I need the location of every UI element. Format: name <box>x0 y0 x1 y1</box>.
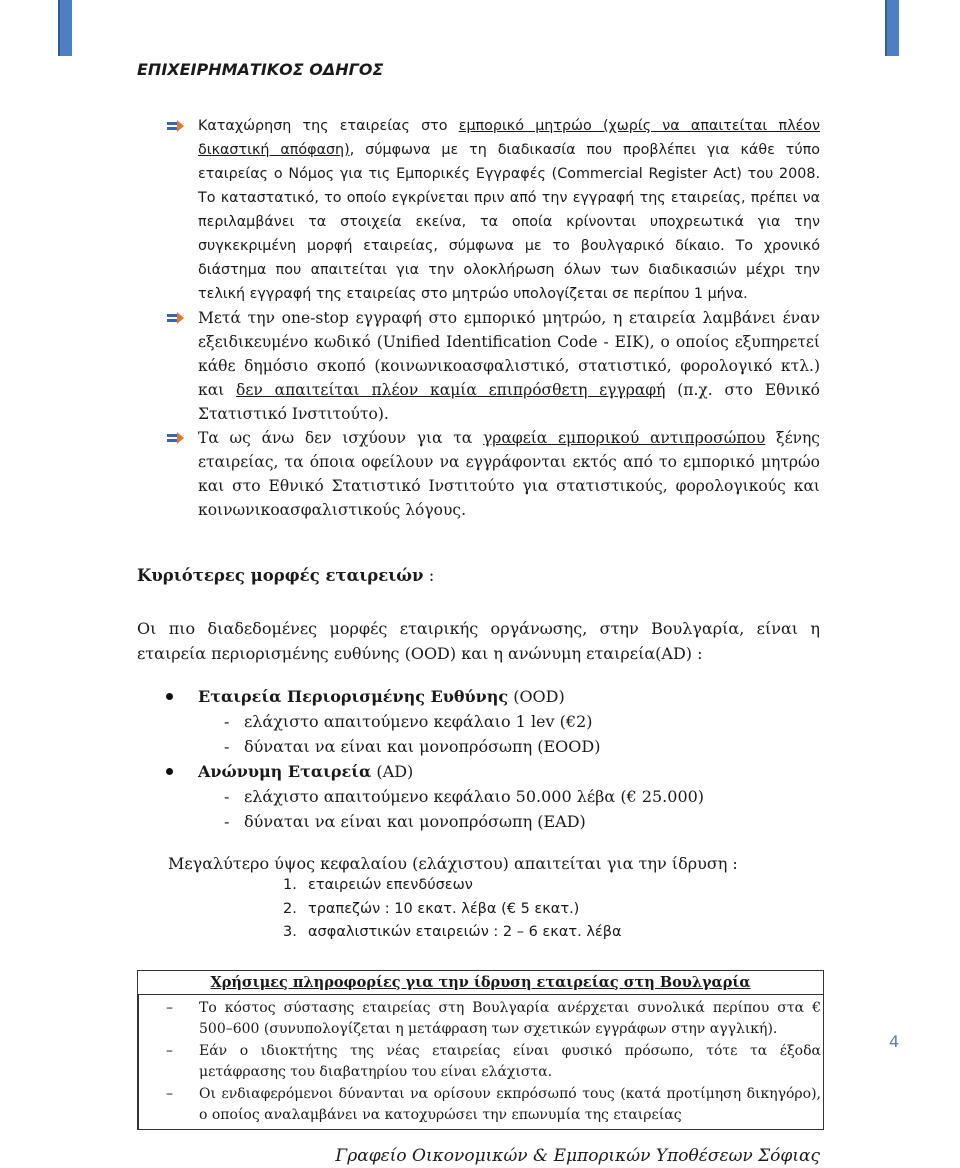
list-item <box>165 306 820 426</box>
company-forms-list <box>160 684 800 834</box>
arrow-bullet-icon <box>167 119 185 133</box>
company-form-detail <box>160 709 800 734</box>
info-box-rule <box>138 995 139 1129</box>
arrow-bullet-icon <box>167 431 185 445</box>
info-item-text: Εάν ο ιδιοκτήτης της νέας εταιρείας είναι φυσικό πρόσωπο, τότε τα έξοδα μετάφρασης του διαβατηρίου του είναι ελάχιστα. <box>199 1043 821 1080</box>
section-heading <box>137 566 434 585</box>
info-item <box>166 1084 821 1126</box>
detail-dash: - <box>224 712 230 731</box>
bullet-text-post: , σύμφωνα με τη διαδικασία που προβλέπει για κάθε τύπο εταιρείας ο Νόμος για τις Εμπορικές Εγγραφές (Commercial Register Act) του 2008. Το καταστατικό, το οποίο εγκρίνεται πριν από την εγγραφή της εταιρείας, πρέπει να περιλαμβάνει τα στοιχεία εκείνα, τα οποία κρίνονται υποχρεωτικά για την συγκεκριμένη μορφή εταιρείας, σύμφωνα με το βουλγαρικό δίκαιο. Το χρονικό διάστημα που απαιτείται για την ολοκλήρωση όλων των διαδικασιών μέχρι την τελική εγγραφή της εταιρείας στο μητρώο υπολογίζεται σε περίπου 1 μήνα. <box>198 142 820 302</box>
info-list <box>166 998 821 1127</box>
capital-list <box>283 874 622 945</box>
info-box-title <box>138 971 823 995</box>
info-dash: – <box>166 1043 173 1059</box>
company-form-abbr: (OOD) <box>508 687 565 706</box>
info-item <box>166 1041 821 1083</box>
list-text: εταιρειών επενδύσεων <box>308 877 473 893</box>
capital-intro: Μεγαλύτερο ύψος κεφαλαίου (ελάχιστου) απαιτείται για την ίδρυση : <box>168 854 738 873</box>
bullet-text-post: (π.χ. στο Εθνικό Στατιστικό Ινστιτούτο). <box>198 381 820 423</box>
section-heading-suffix: : <box>423 566 435 585</box>
list-item <box>165 114 820 306</box>
list-number: 2. <box>283 900 297 917</box>
company-form-name: Εταιρεία Περιορισμένης Ευθύνης <box>198 687 509 706</box>
section-intro: Οι πιο διαδεδομένες μορφές εταιρικής οργάνωσης, στην Βουλγαρία, είναι η εταιρεία περιορισμένης ευθύνης (OOD) και η ανώνυμη εταιρεία(AD) : <box>137 619 820 663</box>
detail-text: ελάχιστο απαιτούμενο κεφάλαιο 1 lev (€2) <box>244 712 593 731</box>
list-number: 1. <box>283 877 297 893</box>
bullet-text-post: ξένης εταιρείας, τα όποια οφείλουν να εγγράφονται εκτός από το εμπορικό μητρώο και στο Εθνικό Στατιστικό Ινστιτούτο για στατιστικούς, φορολογικούς και κοινωνικοασφαλιστικούς λόγους. <box>198 429 820 519</box>
bullet-text-pre: Μετά την one-stop εγγραφή στο εμπορικό μητρώο, η εταιρεία λαμβάνει έναν εξειδικευμένο κωδικό (Unified Identification Code - ΕΙΚ), ο οποίος εξυπηρετεί κάθε δημόσιο σκοπό (κοινωνικοασφαλιστικό, στατιστικό, φορολογικό κτλ.) και <box>198 309 820 399</box>
list-item <box>283 921 622 945</box>
info-dash: – <box>166 1000 173 1016</box>
arrow-bullet-icon <box>167 311 185 325</box>
info-box-title-text: Χρήσιμες πληροφορίες για την ίδρυση εταιρείας στη Βουλγαρία <box>210 974 751 991</box>
list-text: τραπεζών : 10 εκατ. λέβα (€ 5 εκατ.) <box>308 900 580 917</box>
detail-dash: - <box>224 812 230 831</box>
list-item <box>165 426 820 522</box>
list-item <box>283 874 622 898</box>
info-item-text: Το κόστος σύστασης εταιρείας στη Βουλγαρία ανέρχεται συνολικά περίπου στα € 500–600 (συνυπολογίζεται η μετάφραση των σχετικών εγγράφων στην αγγλική). <box>199 1000 821 1037</box>
detail-text: ελάχιστο απαιτούμενο κεφάλαιο 50.000 λέβα (€ 25.000) <box>244 787 705 806</box>
info-item-text: Οι ενδιαφερόμενοι δύνανται να ορίσουν εκπρόσωπό τους (κατά προτίμηση δικηγόρο), ο οποίος αναλαμβάνει να κατοχυρώσει την επωνυμία της εταιρείας <box>199 1086 821 1123</box>
bullet-link[interactable]: γραφεία εμπορικού αντιπροσώπου <box>483 429 766 447</box>
bullet-dot-icon <box>166 768 173 775</box>
company-form-detail <box>160 784 800 809</box>
info-dash: – <box>166 1086 173 1102</box>
company-form-name: Ανώνυμη Εταιρεία <box>198 762 372 781</box>
detail-dash: - <box>224 787 230 806</box>
footer-text: Γραφείο Οικονομικών & Εμπορικών Υποθέσεων Σόφιας <box>335 1146 820 1166</box>
list-number: 3. <box>283 924 297 940</box>
bullet-link[interactable]: εμπορικό μητρώο (χωρίς να απαιτείται πλέον δικαστική απόφαση) <box>198 118 821 158</box>
right-accent-bar <box>885 0 899 56</box>
detail-dash: - <box>224 737 230 756</box>
bullet-text-pre: Καταχώρηση της εταιρείας στο <box>198 118 459 134</box>
bullet-list <box>165 114 820 522</box>
info-box <box>137 970 824 1130</box>
left-accent-bar <box>58 0 72 56</box>
section-heading-text: Κυριότερες μορφές εταιρειών <box>137 566 424 585</box>
detail-text: δύναται να είναι και μονοπρόσωπη (EOOD) <box>244 737 601 756</box>
detail-text: δύναται να είναι και μονοπρόσωπη (EAD) <box>244 812 586 831</box>
company-form-detail <box>160 734 800 759</box>
company-form-item <box>160 759 800 784</box>
company-form-detail <box>160 809 800 834</box>
bullet-dot-icon <box>166 693 173 700</box>
bullet-link[interactable]: δεν απαιτείται πλέον καμία επιπρόσθετη εγγραφή <box>236 381 666 399</box>
info-item <box>166 998 821 1040</box>
list-item <box>283 898 622 922</box>
company-form-item <box>160 684 800 709</box>
bullet-text-pre: Τα ως άνω δεν ισχύουν για τα <box>198 429 483 447</box>
page-number: 4 <box>889 1032 900 1051</box>
company-form-abbr: (AD) <box>371 762 414 781</box>
document-title: ΕΠΙΧΕΙΡΗΜΑΤΙΚΟΣ ΟΔΗΓΟΣ <box>137 60 384 79</box>
list-text: ασφαλιστικών εταιρειών : 2 – 6 εκατ. λέβα <box>308 924 622 940</box>
